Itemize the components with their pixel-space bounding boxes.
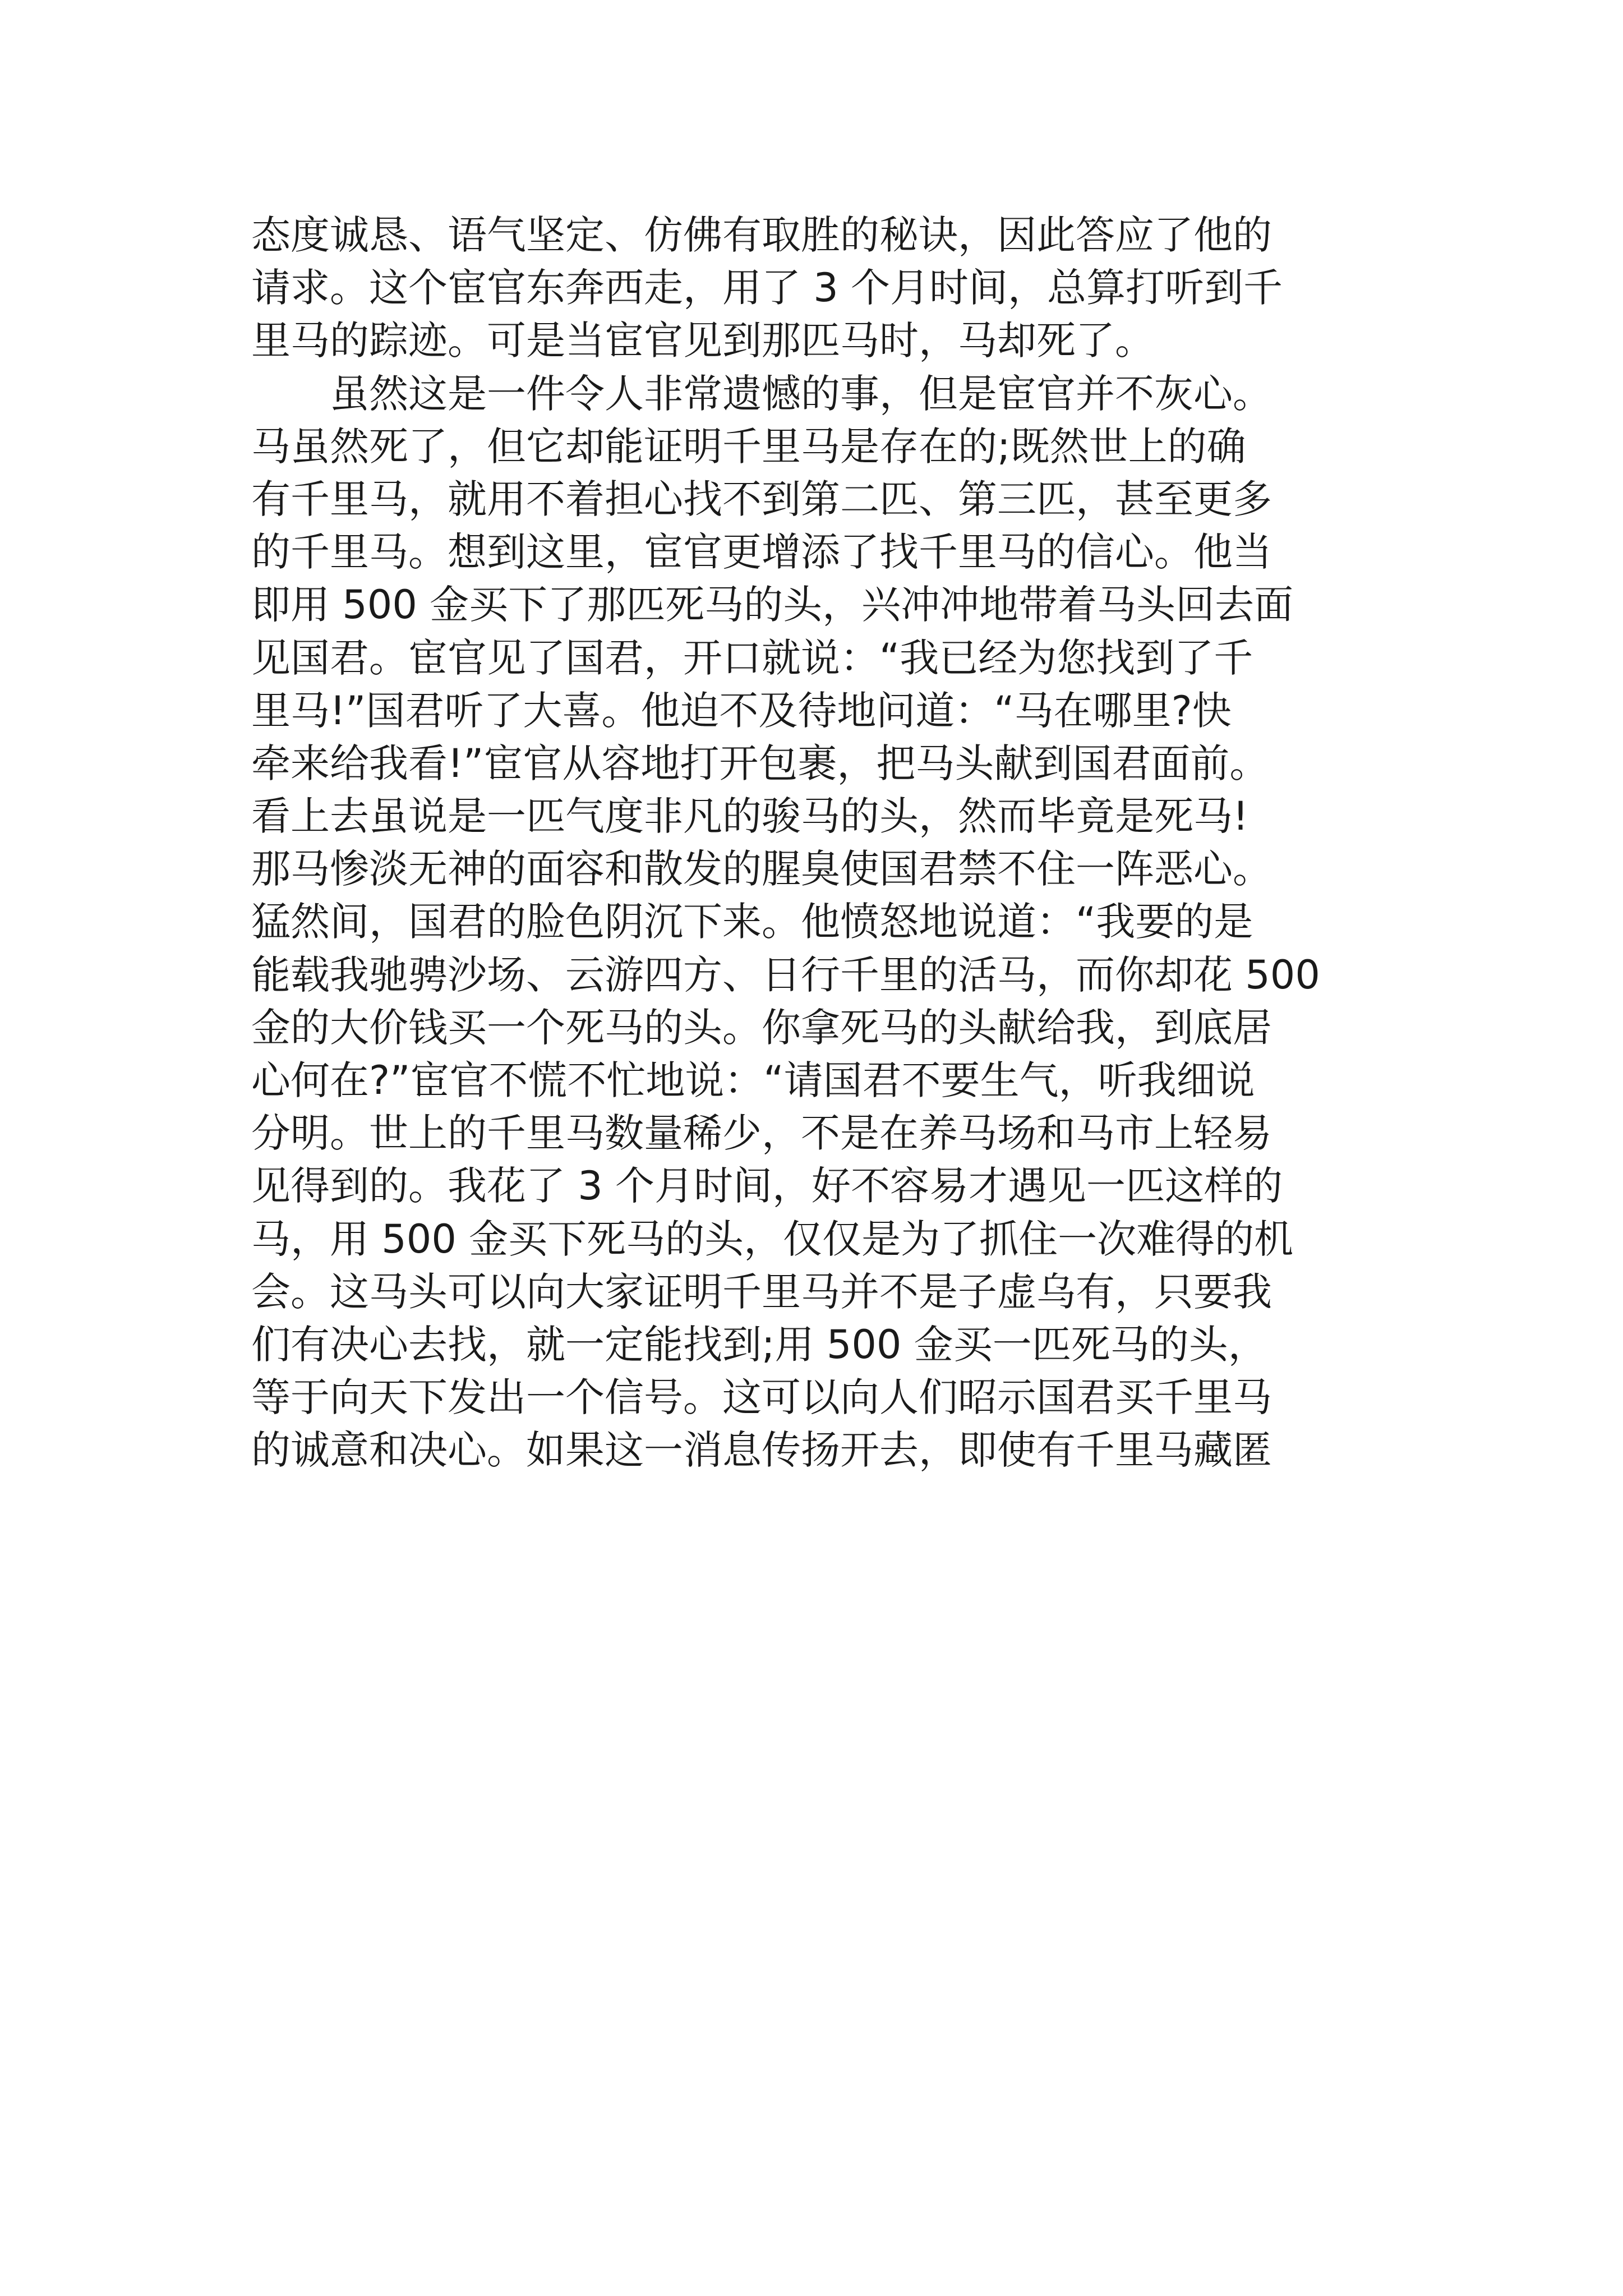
text-line-1: 态度诚恳、语气坚定、仿佛有取胜的秘诀，因此答应了他的 xyxy=(251,212,1272,258)
text-line-21: 会。这马头可以向大家证明千里马并不是子虚乌有，只要我 xyxy=(251,1268,1272,1315)
text-line-20: 马，用 500 金买下死马的头，仅仅是为了抓住一次难得的机 xyxy=(251,1216,1294,1262)
text-line-6: 有千里马，就用不着担心找不到第二匹、第三匹，甚至更多 xyxy=(251,476,1272,522)
text-line-23: 等于向天下发出一个信号。这可以向人们昭示国君买千里马 xyxy=(251,1374,1272,1421)
text-line-7: 的千里马。想到这里，宦官更增添了找千里马的信心。他当 xyxy=(251,529,1272,576)
text-line-17: 心何在?”宦官不慌不忙地说：“请国君不要生气，听我细说 xyxy=(251,1057,1255,1103)
text-line-9: 见国君。宦官见了国君，开口就说：“我已经为您找到了千 xyxy=(251,634,1253,681)
text-line-12: 看上去虽说是一匹气度非凡的骏马的头，然而毕竟是死马! xyxy=(251,793,1249,840)
text-line-11: 牵来给我看!”宦官从容地打开包裹，把马头献到国君面前。 xyxy=(251,740,1269,786)
text-line-13: 那马惨淡无神的面容和散发的腥臭使国君禁不住一阵恶心。 xyxy=(251,846,1272,892)
text-line-4: 虽然这是一件令人非常遗憾的事，但是宦官并不灰心。 xyxy=(251,370,1272,417)
text-line-16: 金的大价钱买一个死马的头。你拿死马的头献给我，到底居 xyxy=(251,1004,1272,1051)
text-line-5: 马虽然死了，但它却能证明千里马是存在的;既然世上的确 xyxy=(251,423,1246,470)
text-line-24: 的诚意和决心。如果这一消息传扬开去，即使有千里马藏匿 xyxy=(251,1427,1272,1474)
text-line-8: 即用 500 金买下了那匹死马的头，兴冲冲地带着马头回去面 xyxy=(251,582,1294,628)
text-line-19: 见得到的。我花了 3 个月时间，好不容易才遇见一匹这样的 xyxy=(251,1163,1283,1209)
text-line-2: 请求。这个宦官东奔西走，用了 3 个月时间，总算打听到千 xyxy=(251,265,1283,311)
text-line-3: 里马的踪迹。可是当宦官见到那匹马时，马却死了。 xyxy=(251,318,1154,364)
text-line-15: 能载我驰骋沙场、云游四方、日行千里的活马，而你却花 500 xyxy=(251,951,1320,998)
text-line-22: 们有决心去找，就一定能找到;用 500 金买一匹死马的头， xyxy=(251,1321,1267,1368)
body-text xyxy=(251,209,1395,1477)
text-line-18: 分明。世上的千里马数量稀少，不是在养马场和马市上轻易 xyxy=(251,1110,1272,1157)
text-line-14: 猛然间，国君的脸色阴沉下来。他愤怒地说道：“我要的是 xyxy=(251,899,1253,945)
text-line-10: 里马!”国君听了大喜。他迫不及待地问道：“马在哪里?快 xyxy=(251,687,1232,734)
